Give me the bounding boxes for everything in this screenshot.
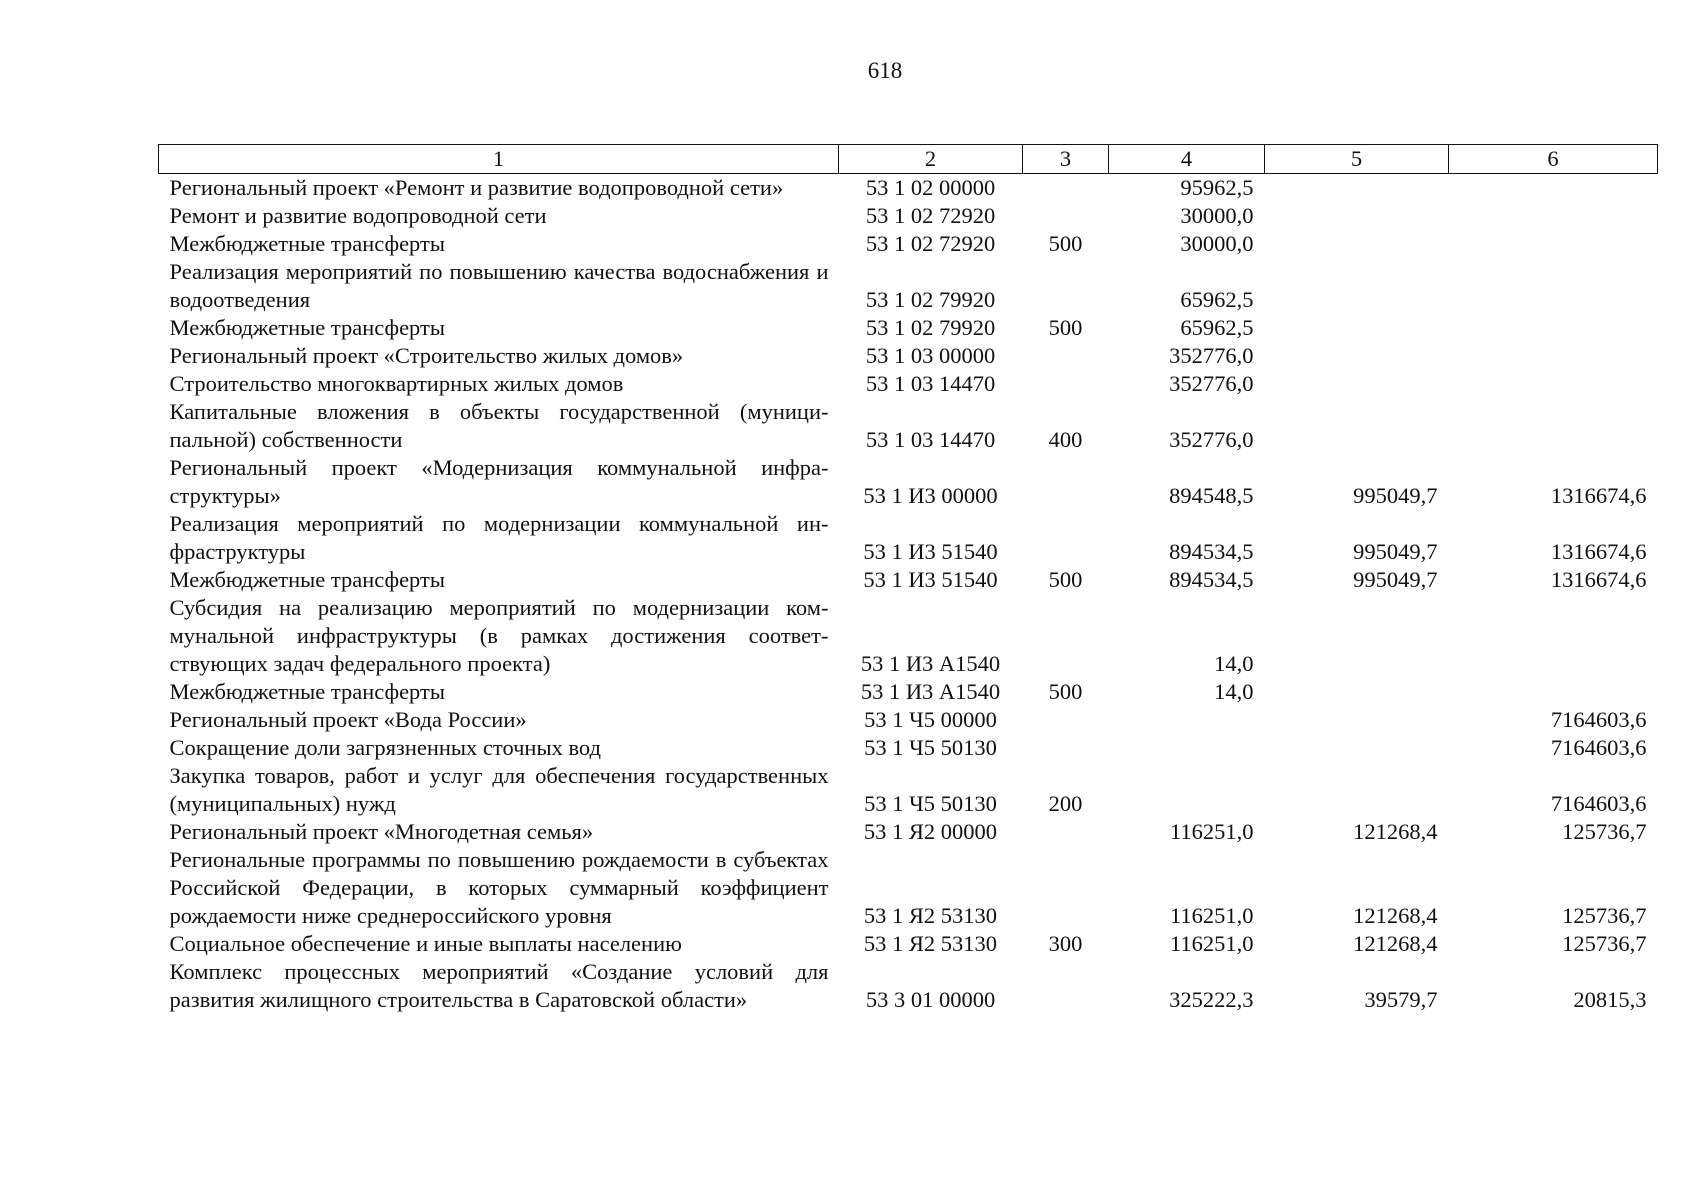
table-row — [159, 230, 1658, 258]
row-value-col5: 121268,4 — [1353, 819, 1438, 844]
table-body — [159, 174, 1658, 1015]
row-value-col5 — [1265, 594, 1449, 678]
row-code: 53 1 Я2 53130 — [863, 903, 998, 928]
row-value-col5: 995049,7 — [1353, 567, 1438, 592]
row-name: Межбюджетные трансферты — [169, 315, 445, 340]
row-name: Региональный проект «Ремонт и развитие водопроводной сети» — [169, 175, 784, 200]
row-expense-type: 200 — [1048, 791, 1083, 816]
table-row — [159, 762, 1658, 818]
row-value-col6: 125736,7 — [1562, 931, 1647, 956]
row-code: 53 1 02 79920 — [865, 315, 996, 340]
row-expense-type — [1023, 258, 1109, 314]
row-value-col4: 352776,0 — [1169, 343, 1254, 368]
row-value-col6 — [1449, 258, 1658, 314]
table-row — [159, 706, 1658, 734]
row-value-col4: 95962,5 — [1180, 175, 1254, 200]
row-value-col5 — [1265, 398, 1449, 454]
row-value-col5 — [1265, 258, 1449, 314]
row-value-col6 — [1449, 230, 1658, 258]
row-name: Межбюджетные трансферты — [169, 231, 445, 256]
row-expense-type: 500 — [1048, 315, 1083, 340]
row-code: 53 1 02 00000 — [865, 175, 996, 200]
row-expense-type — [1023, 174, 1109, 203]
row-value-col5 — [1265, 678, 1449, 706]
table-row — [159, 370, 1658, 398]
row-value-col5: 121268,4 — [1353, 903, 1438, 928]
header-row — [159, 145, 1658, 174]
table-row — [159, 566, 1658, 594]
row-name: Региональные программы по повышению рождаемости в субъектах Российской Федерации, в которых суммарный коэффициент рождаемости ниже среднероссийского уровня — [169, 847, 829, 928]
row-name: Реализация мероприятий по повышению качества водоснабжения и водоотведения — [169, 259, 829, 312]
row-value-col6 — [1449, 398, 1658, 454]
row-value-col5: 995049,7 — [1353, 483, 1438, 508]
row-code: 53 1 И3 51540 — [863, 567, 998, 592]
row-value-col6: 7164603,6 — [1550, 707, 1647, 732]
row-name: Закупка товаров, работ и услуг для обеспечения государственных (муниципальных) нужд — [169, 763, 829, 816]
row-expense-type: 500 — [1048, 567, 1083, 592]
table-row — [159, 202, 1658, 230]
row-value-col4: 14,0 — [1214, 651, 1254, 676]
row-expense-type — [1023, 594, 1109, 678]
row-value-col6: 20815,3 — [1573, 987, 1647, 1012]
row-value-col6: 125736,7 — [1562, 819, 1647, 844]
row-expense-type — [1023, 818, 1109, 846]
row-value-col5 — [1265, 314, 1449, 342]
row-value-col6 — [1449, 174, 1658, 203]
table-row — [159, 174, 1658, 203]
row-code: 53 1 Ч5 50130 — [864, 791, 997, 816]
header-cell-3: 3 — [1023, 145, 1109, 174]
table-row — [159, 258, 1658, 314]
table-row — [159, 958, 1658, 1014]
row-value-col4: 65962,5 — [1180, 287, 1254, 312]
header-cell-2: 2 — [839, 145, 1023, 174]
row-value-col5 — [1265, 762, 1449, 818]
row-name: Региональный проект «Вода России» — [169, 707, 527, 732]
row-value-col5 — [1265, 230, 1449, 258]
row-name: Субсидия на реализацию мероприятий по модернизации коммунальной инфраструктуры (в рамках достижения соответствующих задач федерального проекта) — [169, 595, 829, 676]
row-code: 53 1 Ч5 00000 — [864, 707, 997, 732]
table-row — [159, 594, 1658, 678]
table-row — [159, 342, 1658, 370]
row-value-col4: 116251,0 — [1169, 931, 1254, 956]
row-value-col6: 1316674,6 — [1550, 483, 1647, 508]
row-value-col5 — [1265, 202, 1449, 230]
table-header — [159, 145, 1658, 174]
row-value-col5 — [1265, 734, 1449, 762]
row-value-col4: 30000,0 — [1180, 203, 1254, 228]
page-number: 618 — [867, 58, 903, 83]
row-value-col6: 1316674,6 — [1550, 539, 1647, 564]
row-code: 53 3 01 00000 — [865, 987, 996, 1012]
row-value-col5: 39579,7 — [1364, 987, 1438, 1012]
table-row — [159, 930, 1658, 958]
row-name: Межбюджетные трансферты — [169, 567, 445, 592]
row-expense-type — [1023, 510, 1109, 566]
row-expense-type — [1023, 454, 1109, 510]
row-value-col4: 30000,0 — [1180, 231, 1254, 256]
row-code: 53 1 И3 00000 — [863, 483, 998, 508]
row-value-col4: 894548,5 — [1169, 483, 1254, 508]
row-code: 53 1 И3 А1540 — [860, 679, 1001, 704]
table-row — [159, 314, 1658, 342]
row-expense-type: 500 — [1048, 231, 1083, 256]
row-value-col6: 7164603,6 — [1550, 735, 1647, 760]
row-name: Региональный проект «Строительство жилых домов» — [169, 343, 684, 368]
table-row — [159, 734, 1658, 762]
row-name: Социальное обеспечение и иные выплаты населению — [169, 931, 682, 956]
row-value-col4: 352776,0 — [1169, 427, 1254, 452]
row-value-col4: 65962,5 — [1180, 315, 1254, 340]
row-value-col4 — [1109, 762, 1265, 818]
table-row — [159, 398, 1658, 454]
row-code: 53 1 Я2 53130 — [863, 931, 998, 956]
row-expense-type — [1023, 370, 1109, 398]
row-value-col4: 325222,3 — [1169, 987, 1254, 1012]
row-value-col4: 14,0 — [1214, 679, 1254, 704]
row-value-col6 — [1449, 678, 1658, 706]
row-value-col6 — [1449, 370, 1658, 398]
header-cell-5: 5 — [1265, 145, 1449, 174]
row-name: Строительство многоквартирных жилых домов — [169, 371, 624, 396]
row-value-col6 — [1449, 594, 1658, 678]
row-name: Сокращение доли загрязненных сточных вод — [169, 735, 601, 760]
row-name: Межбюджетные трансферты — [169, 679, 445, 704]
row-expense-type — [1023, 734, 1109, 762]
row-expense-type — [1023, 958, 1109, 1014]
row-value-col5: 995049,7 — [1353, 539, 1438, 564]
row-value-col6 — [1449, 202, 1658, 230]
row-expense-type — [1023, 202, 1109, 230]
row-code: 53 1 Я2 00000 — [863, 819, 998, 844]
row-value-col5 — [1265, 174, 1449, 203]
row-code: 53 1 И3 51540 — [863, 539, 998, 564]
row-code: 53 1 03 00000 — [865, 343, 996, 368]
row-code: 53 1 03 14470 — [865, 427, 996, 452]
budget-table — [158, 144, 1658, 1014]
row-value-col6: 7164603,6 — [1550, 791, 1647, 816]
table-row — [159, 818, 1658, 846]
row-expense-type: 500 — [1048, 679, 1083, 704]
row-name: Комплекс процессных мероприятий «Создание условий для развития жилищного строительства в Саратовской области» — [169, 959, 829, 1012]
row-value-col4 — [1109, 734, 1265, 762]
row-value-col5 — [1265, 342, 1449, 370]
row-value-col4: 352776,0 — [1169, 371, 1254, 396]
row-code: 53 1 Ч5 50130 — [864, 735, 997, 760]
header-cell-6: 6 — [1449, 145, 1658, 174]
row-value-col4: 116251,0 — [1169, 903, 1254, 928]
row-value-col4: 116251,0 — [1169, 819, 1254, 844]
header-cell-4: 4 — [1109, 145, 1265, 174]
row-expense-type — [1023, 342, 1109, 370]
row-code: 53 1 02 72920 — [865, 231, 996, 256]
row-code: 53 1 02 72920 — [865, 203, 996, 228]
row-value-col5 — [1265, 370, 1449, 398]
row-code: 53 1 И3 А1540 — [860, 651, 1001, 676]
row-expense-type: 300 — [1048, 931, 1083, 956]
row-value-col6 — [1449, 314, 1658, 342]
row-code: 53 1 03 14470 — [865, 371, 996, 396]
row-name: Ремонт и развитие водопроводной сети — [169, 203, 547, 228]
row-expense-type — [1023, 706, 1109, 734]
row-value-col4: 894534,5 — [1169, 567, 1254, 592]
row-value-col5: 121268,4 — [1353, 931, 1438, 956]
row-code: 53 1 02 79920 — [865, 287, 996, 312]
row-name: Капитальные вложения в объекты государственной (муниципальной) собственности — [169, 399, 829, 452]
table-row — [159, 846, 1658, 930]
row-value-col6: 125736,7 — [1562, 903, 1647, 928]
table-row — [159, 678, 1658, 706]
header-cell-1: 1 — [159, 145, 839, 174]
row-name: Реализация мероприятий по модернизации коммунальной инфраструктуры — [169, 511, 829, 564]
row-value-col6 — [1449, 342, 1658, 370]
row-name: Региональный проект «Модернизация коммунальной инфраструктуры» — [169, 455, 829, 508]
row-value-col6: 1316674,6 — [1550, 567, 1647, 592]
row-value-col5 — [1265, 706, 1449, 734]
row-expense-type — [1023, 846, 1109, 930]
row-value-col4 — [1109, 706, 1265, 734]
table-row — [159, 510, 1658, 566]
row-value-col4: 894534,5 — [1169, 539, 1254, 564]
table-row — [159, 454, 1658, 510]
row-expense-type: 400 — [1048, 427, 1083, 452]
row-name: Региональный проект «Многодетная семья» — [169, 819, 594, 844]
